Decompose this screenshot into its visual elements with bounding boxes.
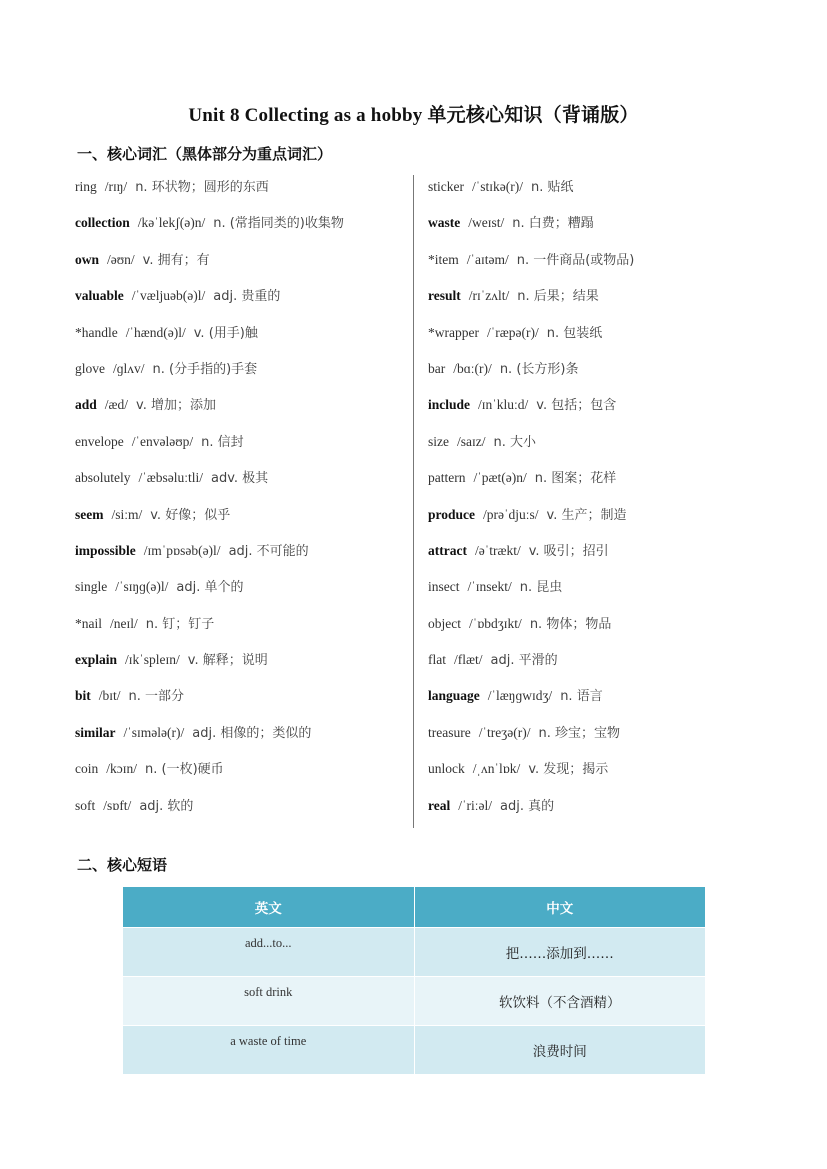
phrase-table: [122, 886, 706, 1075]
vocab-definition: n. 贴纸: [530, 180, 574, 195]
vocab-word: treasure: [428, 724, 471, 740]
vocab-entry: [75, 465, 405, 501]
vocab-definition: n. 物体；物品: [529, 616, 612, 632]
vocab-word: ring: [75, 179, 97, 194]
vocab-definition: n. 珍宝；宝物: [538, 725, 620, 741]
vocab-entry: [428, 320, 758, 356]
vocab-phonetic: /ˈtreʒə(r)/: [478, 724, 531, 740]
vocab-entry: [75, 720, 405, 756]
vocab-word: bit: [75, 688, 91, 704]
vocab-definition: v. 包括；包含: [536, 398, 617, 414]
vocab-phonetic: /ˈɪnsekt/: [467, 579, 512, 595]
vocab-entry: [428, 683, 758, 719]
vocab-phonetic: /ɡlʌv/: [113, 360, 145, 376]
vocab-entry: [428, 611, 758, 647]
table-row: [123, 977, 706, 1026]
vocab-entry: [75, 574, 405, 610]
vocab-entry: [428, 538, 758, 574]
vocab-word: object: [428, 615, 461, 631]
vocab-definition: adj. 相像的；类似的: [192, 725, 312, 741]
vocab-definition: n. 包装纸: [546, 325, 603, 341]
vocab-column-left: [75, 174, 405, 829]
vocab-phonetic: /ˈvæljuəb(ə)l/: [131, 288, 206, 304]
vocab-word: bar: [428, 360, 446, 376]
vocab-entry: [428, 502, 758, 538]
vocab-phonetic: /ˈriːəl/: [458, 797, 492, 813]
vocab-phonetic: /kɔɪn/: [106, 761, 137, 777]
header-chinese: 中文: [414, 887, 706, 928]
vocab-word: collection: [75, 215, 130, 231]
vocab-phonetic: /ˈpæt(ə)n/: [473, 470, 527, 486]
vocab-word: waste: [428, 215, 461, 231]
vocab-definition: n. 语言: [560, 689, 603, 705]
vocab-word: *wrapper: [428, 324, 479, 340]
vocab-word: real: [428, 797, 451, 813]
vocab-word: language: [428, 688, 480, 704]
vocab-phonetic: /æd/: [104, 397, 129, 413]
vocab-definition: n. 图案；花样: [534, 471, 617, 487]
vocab-phonetic: /prəˈdjuːs/: [483, 506, 539, 522]
vocab-word: *handle: [75, 324, 118, 340]
vocab-phonetic: /ˈsɪŋɡ(ə)l/: [115, 579, 169, 595]
vocab-word: valuable: [75, 288, 124, 304]
phrase-english: a waste of time: [123, 1026, 415, 1075]
vocab-phonetic: /neɪl/: [110, 615, 138, 631]
vocab-phonetic: /bɪt/: [98, 688, 121, 704]
vocab-word: add: [75, 397, 97, 413]
vocab-phonetic: /ˌʌnˈlɒk/: [472, 761, 521, 777]
vocab-phonetic: /ˈaɪtəm/: [466, 251, 509, 267]
vocab-word: absolutely: [75, 470, 131, 486]
table-row: [123, 928, 706, 977]
vocab-definition: n. (一枚)硬币: [145, 762, 224, 778]
section-heading-phrases: 二、核心短语: [77, 856, 168, 874]
vocab-phonetic: /əʊn/: [107, 251, 135, 267]
vocab-column-right: [428, 174, 758, 829]
vocab-phonetic: /flæt/: [454, 652, 483, 668]
vocab-word: *nail: [75, 615, 102, 631]
vocab-phonetic: /sɒft/: [103, 797, 132, 813]
phrase-chinese: 软饮料（不含酒精）: [414, 977, 706, 1026]
vocab-definition: n. (分手指的)手套: [152, 361, 258, 377]
column-divider: [413, 175, 414, 828]
vocab-word: seem: [75, 506, 104, 522]
section-heading-vocabulary: 一、核心词汇（黑体部分为重点词汇）: [77, 145, 333, 163]
vocab-word: sticker: [428, 179, 464, 194]
vocab-entry: [75, 356, 405, 392]
vocab-entry: [75, 611, 405, 647]
vocab-entry: [75, 210, 405, 246]
vocab-entry: [75, 392, 405, 428]
vocab-definition: n. 信封: [201, 434, 244, 450]
phrase-chinese: 把……添加到……: [414, 928, 706, 977]
vocab-word: single: [75, 579, 108, 595]
vocab-word: explain: [75, 652, 118, 668]
vocab-phonetic: /ˈæbsəluːtli/: [138, 470, 204, 486]
vocab-entry: [428, 465, 758, 501]
vocab-phonetic: /rɪŋ/: [104, 179, 128, 194]
vocab-phonetic: /bɑː(r)/: [453, 360, 492, 376]
vocab-definition: v. 好像；似乎: [150, 507, 231, 523]
vocab-entry: [428, 392, 758, 428]
vocab-entry: [428, 210, 758, 246]
vocab-word: result: [428, 288, 461, 304]
vocab-definition: n. 环状物；圆形的东西: [135, 180, 269, 195]
vocab-entry: [428, 356, 758, 392]
table-row: [123, 1026, 706, 1075]
vocab-definition: n. (常指同类的)收集物: [213, 216, 344, 232]
vocab-word: own: [75, 251, 100, 267]
vocab-definition: n. (长方形)条: [499, 361, 579, 377]
vocab-definition: v. 增加；添加: [136, 398, 216, 414]
vocab-definition: n. 钉；钉子: [145, 616, 215, 632]
vocab-phonetic: /əˈtrækt/: [474, 542, 521, 558]
vocab-phonetic: /ˈsɪmələ(r)/: [123, 724, 185, 740]
vocab-definition: adv. 极其: [211, 471, 269, 487]
vocab-definition: n. 后果；结果: [517, 289, 599, 305]
vocab-entry: [428, 247, 758, 283]
vocab-definition: v. 拥有；有: [142, 252, 210, 268]
vocab-word: glove: [75, 360, 105, 376]
vocab-definition: v. 生产；制造: [546, 507, 627, 523]
vocab-phonetic: /weɪst/: [468, 215, 505, 231]
vocab-phonetic: /ˈɒbdʒɪkt/: [469, 615, 522, 631]
vocab-word: produce: [428, 506, 476, 522]
vocab-entry: [428, 429, 758, 465]
vocab-entry: [428, 793, 758, 829]
vocab-entry: [75, 283, 405, 319]
vocab-phonetic: /ˈlæŋɡwɪdʒ/: [487, 688, 553, 704]
vocab-phonetic: /kəˈlekʃ(ə)n/: [137, 215, 206, 231]
vocab-phonetic: /saɪz/: [457, 433, 486, 449]
vocab-word: *item: [428, 251, 459, 267]
vocab-phonetic: /ɪmˈpɒsəb(ə)l/: [143, 542, 221, 558]
vocab-word: similar: [75, 724, 116, 740]
vocab-definition: adj. 贵重的: [213, 289, 281, 305]
vocab-word: soft: [75, 797, 96, 813]
phrase-english: add...to...: [123, 928, 415, 977]
vocab-word: unlock: [428, 761, 465, 777]
vocab-phonetic: /ˈstɪkə(r)/: [472, 179, 523, 194]
phrase-chinese: 浪费时间: [414, 1026, 706, 1075]
vocab-entry: [75, 647, 405, 683]
vocab-definition: n. 一件商品(或物品): [516, 252, 635, 268]
vocab-definition: n. 大小: [493, 434, 537, 450]
vocab-definition: adj. 真的: [500, 798, 555, 814]
vocab-entry: [428, 720, 758, 756]
vocab-definition: adj. 软的: [139, 798, 194, 814]
vocab-word: insect: [428, 579, 460, 595]
vocab-word: impossible: [75, 542, 136, 558]
vocab-word: envelope: [75, 433, 124, 449]
phrase-english: soft drink: [123, 977, 415, 1026]
vocab-word: include: [428, 397, 471, 413]
vocab-phonetic: /ˈræpə(r)/: [486, 324, 539, 340]
vocab-entry: [428, 647, 758, 683]
vocab-entry: [75, 502, 405, 538]
phrase-table-header: [123, 887, 706, 928]
vocab-definition: v. 解释；说明: [187, 653, 268, 669]
vocab-entry: [75, 320, 405, 356]
vocab-entry: [428, 574, 758, 610]
vocab-definition: adj. 平滑的: [490, 653, 558, 669]
vocab-definition: adj. 单个的: [176, 580, 244, 596]
vocab-definition: adj. 不可能的: [228, 543, 309, 559]
vocab-phonetic: /siːm/: [111, 506, 143, 522]
vocab-entry: [75, 683, 405, 719]
vocab-word: size: [428, 433, 449, 449]
vocab-entry: [75, 429, 405, 465]
vocab-definition: n. 一部分: [128, 689, 185, 705]
vocab-definition: v. (用手)触: [193, 325, 258, 341]
vocab-entry: [428, 756, 758, 792]
vocab-word: coin: [75, 761, 99, 777]
vocab-entry: [75, 538, 405, 574]
vocab-entry: [428, 283, 758, 319]
vocab-entry: [75, 174, 405, 210]
page-title: Unit 8 Collecting as a hobby 单元核心知识（背诵版）: [188, 105, 639, 126]
vocab-phonetic: /ˈenvələʊp/: [131, 433, 194, 449]
vocab-entry: [75, 793, 405, 829]
vocab-phonetic: /ˈhænd(ə)l/: [125, 324, 186, 340]
vocab-entry: [428, 174, 758, 210]
vocab-word: attract: [428, 542, 467, 558]
vocab-phonetic: /ɪkˈspleɪn/: [125, 652, 180, 668]
vocab-definition: v. 发现；揭示: [528, 762, 609, 778]
vocab-word: pattern: [428, 470, 466, 486]
vocab-entry: [75, 247, 405, 283]
vocab-definition: n. 昆虫: [519, 580, 563, 596]
header-english: 英文: [123, 887, 415, 928]
vocab-phonetic: /ɪnˈkluːd/: [478, 397, 529, 413]
vocab-definition: n. 白费；糟蹋: [512, 216, 594, 232]
vocab-word: flat: [428, 652, 446, 668]
vocab-definition: v. 吸引；招引: [528, 543, 609, 559]
vocab-entry: [75, 756, 405, 792]
vocab-phonetic: /rɪˈzʌlt/: [468, 288, 510, 304]
